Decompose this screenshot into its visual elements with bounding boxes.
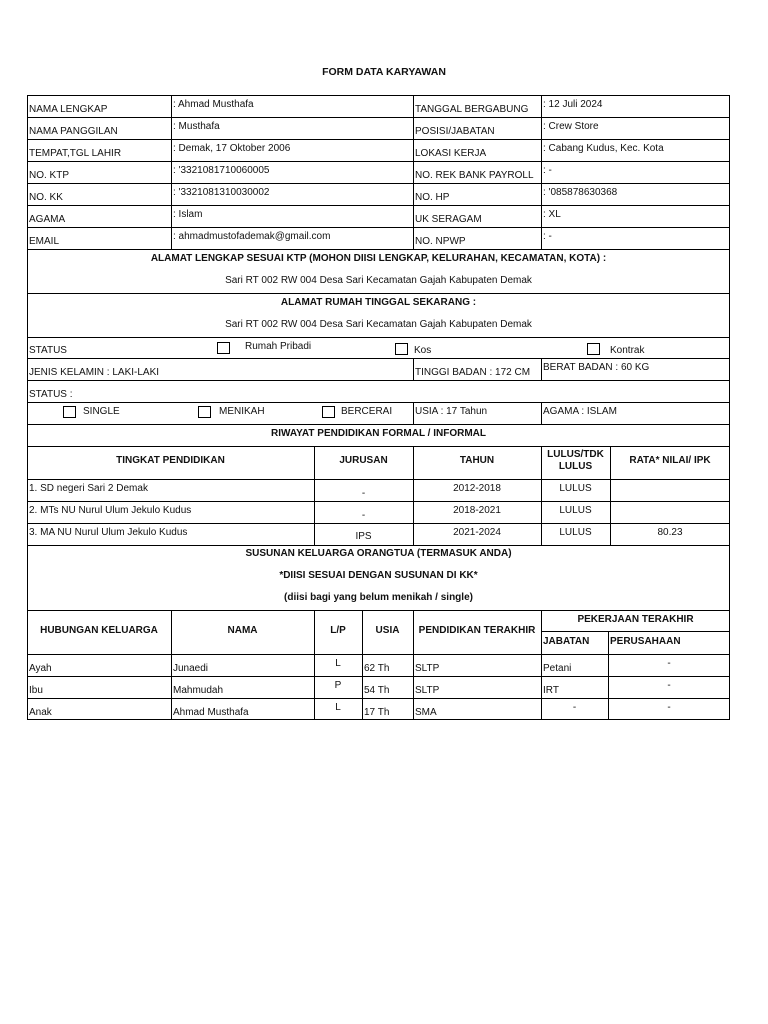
option-menikah: MENIKAH xyxy=(219,406,265,417)
education-row-2-passed: LULUS xyxy=(559,505,592,516)
education-row-1-level: 1. SD negeri Sari 2 Demak xyxy=(29,483,148,494)
label-no-kk: NO. KK xyxy=(29,192,63,203)
education-header-year: TAHUN xyxy=(459,455,495,466)
family-heading: SUSUNAN KELUARGA ORANGTUA (TERMASUK ANDA) xyxy=(245,548,512,559)
label-no-hp: NO. HP xyxy=(415,192,450,203)
value-uk-seragam: : XL xyxy=(543,209,561,220)
value-agama: : Islam xyxy=(173,209,203,220)
education-row-1-year: 2012-2018 xyxy=(453,483,501,494)
address-ktp-value: Sari RT 002 RW 004 Desa Sari Kecamatan Gajah Kabupaten Demak xyxy=(225,275,532,286)
option-bercerai: BERCERAI xyxy=(341,406,393,417)
family-row-1-sex: L xyxy=(335,658,341,669)
family-row-2-relation: Ibu xyxy=(29,685,43,696)
education-row-3-passed: LULUS xyxy=(559,527,592,538)
gender-value: JENIS KELAMIN : LAKI-LAKI xyxy=(29,367,160,378)
family-note-single: (diisi bagi yang belum menikah / single) xyxy=(284,592,473,603)
address-current-value: Sari RT 002 RW 004 Desa Sari Kecamatan Gajah Kabupaten Demak xyxy=(225,319,532,330)
age-value: USIA : 17 Tahun xyxy=(415,406,488,417)
option-rumah-pribadi: Rumah Pribadi xyxy=(245,341,312,352)
family-row-1-name: Junaedi xyxy=(173,663,209,674)
family-row-3-name: Ahmad Musthafa xyxy=(173,707,249,718)
label-nama-panggilan: NAMA PANGGILAN xyxy=(29,126,118,137)
option-single: SINGLE xyxy=(83,406,120,417)
education-row-2-major: - xyxy=(361,510,366,521)
family-header-relation: HUBUNGAN KELUARGA xyxy=(40,625,158,636)
education-row-2-year: 2018-2021 xyxy=(453,505,501,516)
residence-status-label: STATUS xyxy=(29,345,67,356)
family-row-3-age: 17 Th xyxy=(364,707,390,718)
family-row-1-relation: Ayah xyxy=(29,663,52,674)
option-kontrak: Kontrak xyxy=(610,345,645,356)
family-row-3-relation: Anak xyxy=(29,707,52,718)
checkbox-kos[interactable] xyxy=(395,343,408,355)
value-no-ktp: : '3321081710060005 xyxy=(173,165,270,176)
family-header-position: JABATAN xyxy=(543,636,590,647)
value-lokasi-kerja: : Cabang Kudus, Kec. Kota xyxy=(543,143,664,154)
education-heading: RIWAYAT PENDIDIKAN FORMAL / INFORMAL xyxy=(270,428,486,439)
family-row-2-position: IRT xyxy=(543,685,559,696)
label-tanggal-bergabung: TANGGAL BERGABUNG xyxy=(415,104,529,115)
address-current-heading: ALAMAT RUMAH TINGGAL SEKARANG : xyxy=(280,297,477,308)
family-header-education: PENDIDIKAN TERAKHIR xyxy=(418,625,536,636)
label-no-npwp: NO. NPWP xyxy=(415,236,466,247)
family-row-2-name: Mahmudah xyxy=(173,685,224,696)
family-row-3-company: - xyxy=(667,702,671,713)
education-row-1-major: - xyxy=(361,488,366,499)
education-header-passed-line2: LULUS xyxy=(558,461,593,472)
family-row-1-company: - xyxy=(667,658,671,669)
label-tempat-tgl-lahir: TEMPAT,TGL LAHIR xyxy=(29,148,122,159)
education-row-3-year: 2021-2024 xyxy=(453,527,501,538)
option-kos: Kos xyxy=(414,345,432,356)
value-tempat-tgl-lahir: : Demak, 17 Oktober 2006 xyxy=(173,143,291,154)
checkbox-single[interactable] xyxy=(63,406,76,418)
education-header-major: JURUSAN xyxy=(339,455,388,466)
value-no-kk: : '3321081310030002 xyxy=(173,187,270,198)
education-header-level: TINGKAT PENDIDIKAN xyxy=(116,455,225,466)
education-row-3-score: 80.23 xyxy=(657,527,683,538)
label-uk-seragam: UK SERAGAM xyxy=(415,214,482,225)
checkbox-menikah[interactable] xyxy=(198,406,211,418)
family-header-age: USIA xyxy=(375,625,400,636)
education-row-3-major: IPS xyxy=(355,531,372,542)
value-tanggal-bergabung: : 12 Juli 2024 xyxy=(543,99,603,110)
family-header-sex: L/P xyxy=(330,625,346,636)
value-no-hp: : '085878630368 xyxy=(543,187,618,198)
family-header-company: PERUSAHAAN xyxy=(610,636,681,647)
family-row-3-position: - xyxy=(572,702,577,713)
weight-value: BERAT BADAN : 60 KG xyxy=(543,362,650,373)
checkbox-kontrak[interactable] xyxy=(587,343,600,355)
value-nama-panggilan: : Musthafa xyxy=(173,121,220,132)
value-no-rek-bank: : - xyxy=(543,165,552,176)
family-row-3-education: SMA xyxy=(415,707,437,718)
education-row-2-level: 2. MTs NU Nurul Ulum Jekulo Kudus xyxy=(29,505,192,516)
label-posisi-jabatan: POSISI/JABATAN xyxy=(415,126,495,137)
education-row-3-level: 3. MA NU Nurul Ulum Jekulo Kudus xyxy=(29,527,188,538)
label-lokasi-kerja: LOKASI KERJA xyxy=(415,148,487,159)
family-row-2-education: SLTP xyxy=(415,685,440,696)
label-no-rek-bank: NO. REK BANK PAYROLL xyxy=(415,170,534,181)
checkbox-rumah-pribadi[interactable] xyxy=(217,342,230,354)
education-header-passed-line1: LULUS/TDK xyxy=(547,449,604,460)
family-header-name: NAMA xyxy=(227,625,258,636)
height-value: TINGGI BADAN : 172 CM xyxy=(415,367,531,378)
family-row-1-position: Petani xyxy=(543,663,572,674)
education-row-1-passed: LULUS xyxy=(559,483,592,494)
religion-value: AGAMA : ISLAM xyxy=(543,406,617,417)
value-email: : ahmadmustofademak@gmail.com xyxy=(173,231,331,242)
family-row-1-age: 62 Th xyxy=(364,663,390,674)
label-no-ktp: NO. KTP xyxy=(29,170,70,181)
family-note-kk: *DIISI SESUAI DENGAN SUSUNAN DI KK* xyxy=(279,570,478,581)
value-posisi-jabatan: : Crew Store xyxy=(543,121,599,132)
family-header-job: PEKERJAAN TERAKHIR xyxy=(577,614,694,625)
family-row-2-sex: P xyxy=(334,680,342,691)
family-row-1-education: SLTP xyxy=(415,663,440,674)
value-no-npwp: : - xyxy=(543,231,552,242)
family-row-2-company: - xyxy=(667,680,671,691)
marital-status-label: STATUS : xyxy=(29,389,73,400)
label-email: EMAIL xyxy=(29,236,60,247)
form-title: FORM DATA KARYAWAN xyxy=(322,66,446,78)
family-row-3-sex: L xyxy=(335,702,341,713)
address-ktp-heading: ALAMAT LENGKAP SESUAI KTP (MOHON DIISI LENGKAP, KELURAHAN, KECAMATAN, KOTA) : xyxy=(150,253,607,264)
checkbox-bercerai[interactable] xyxy=(322,406,335,418)
label-nama-lengkap: NAMA LENGKAP xyxy=(29,104,108,115)
education-header-score: RATA* NILAI/ IPK xyxy=(629,455,711,466)
label-agama: AGAMA xyxy=(29,214,66,225)
value-nama-lengkap: : Ahmad Musthafa xyxy=(173,99,254,110)
family-row-2-age: 54 Th xyxy=(364,685,390,696)
